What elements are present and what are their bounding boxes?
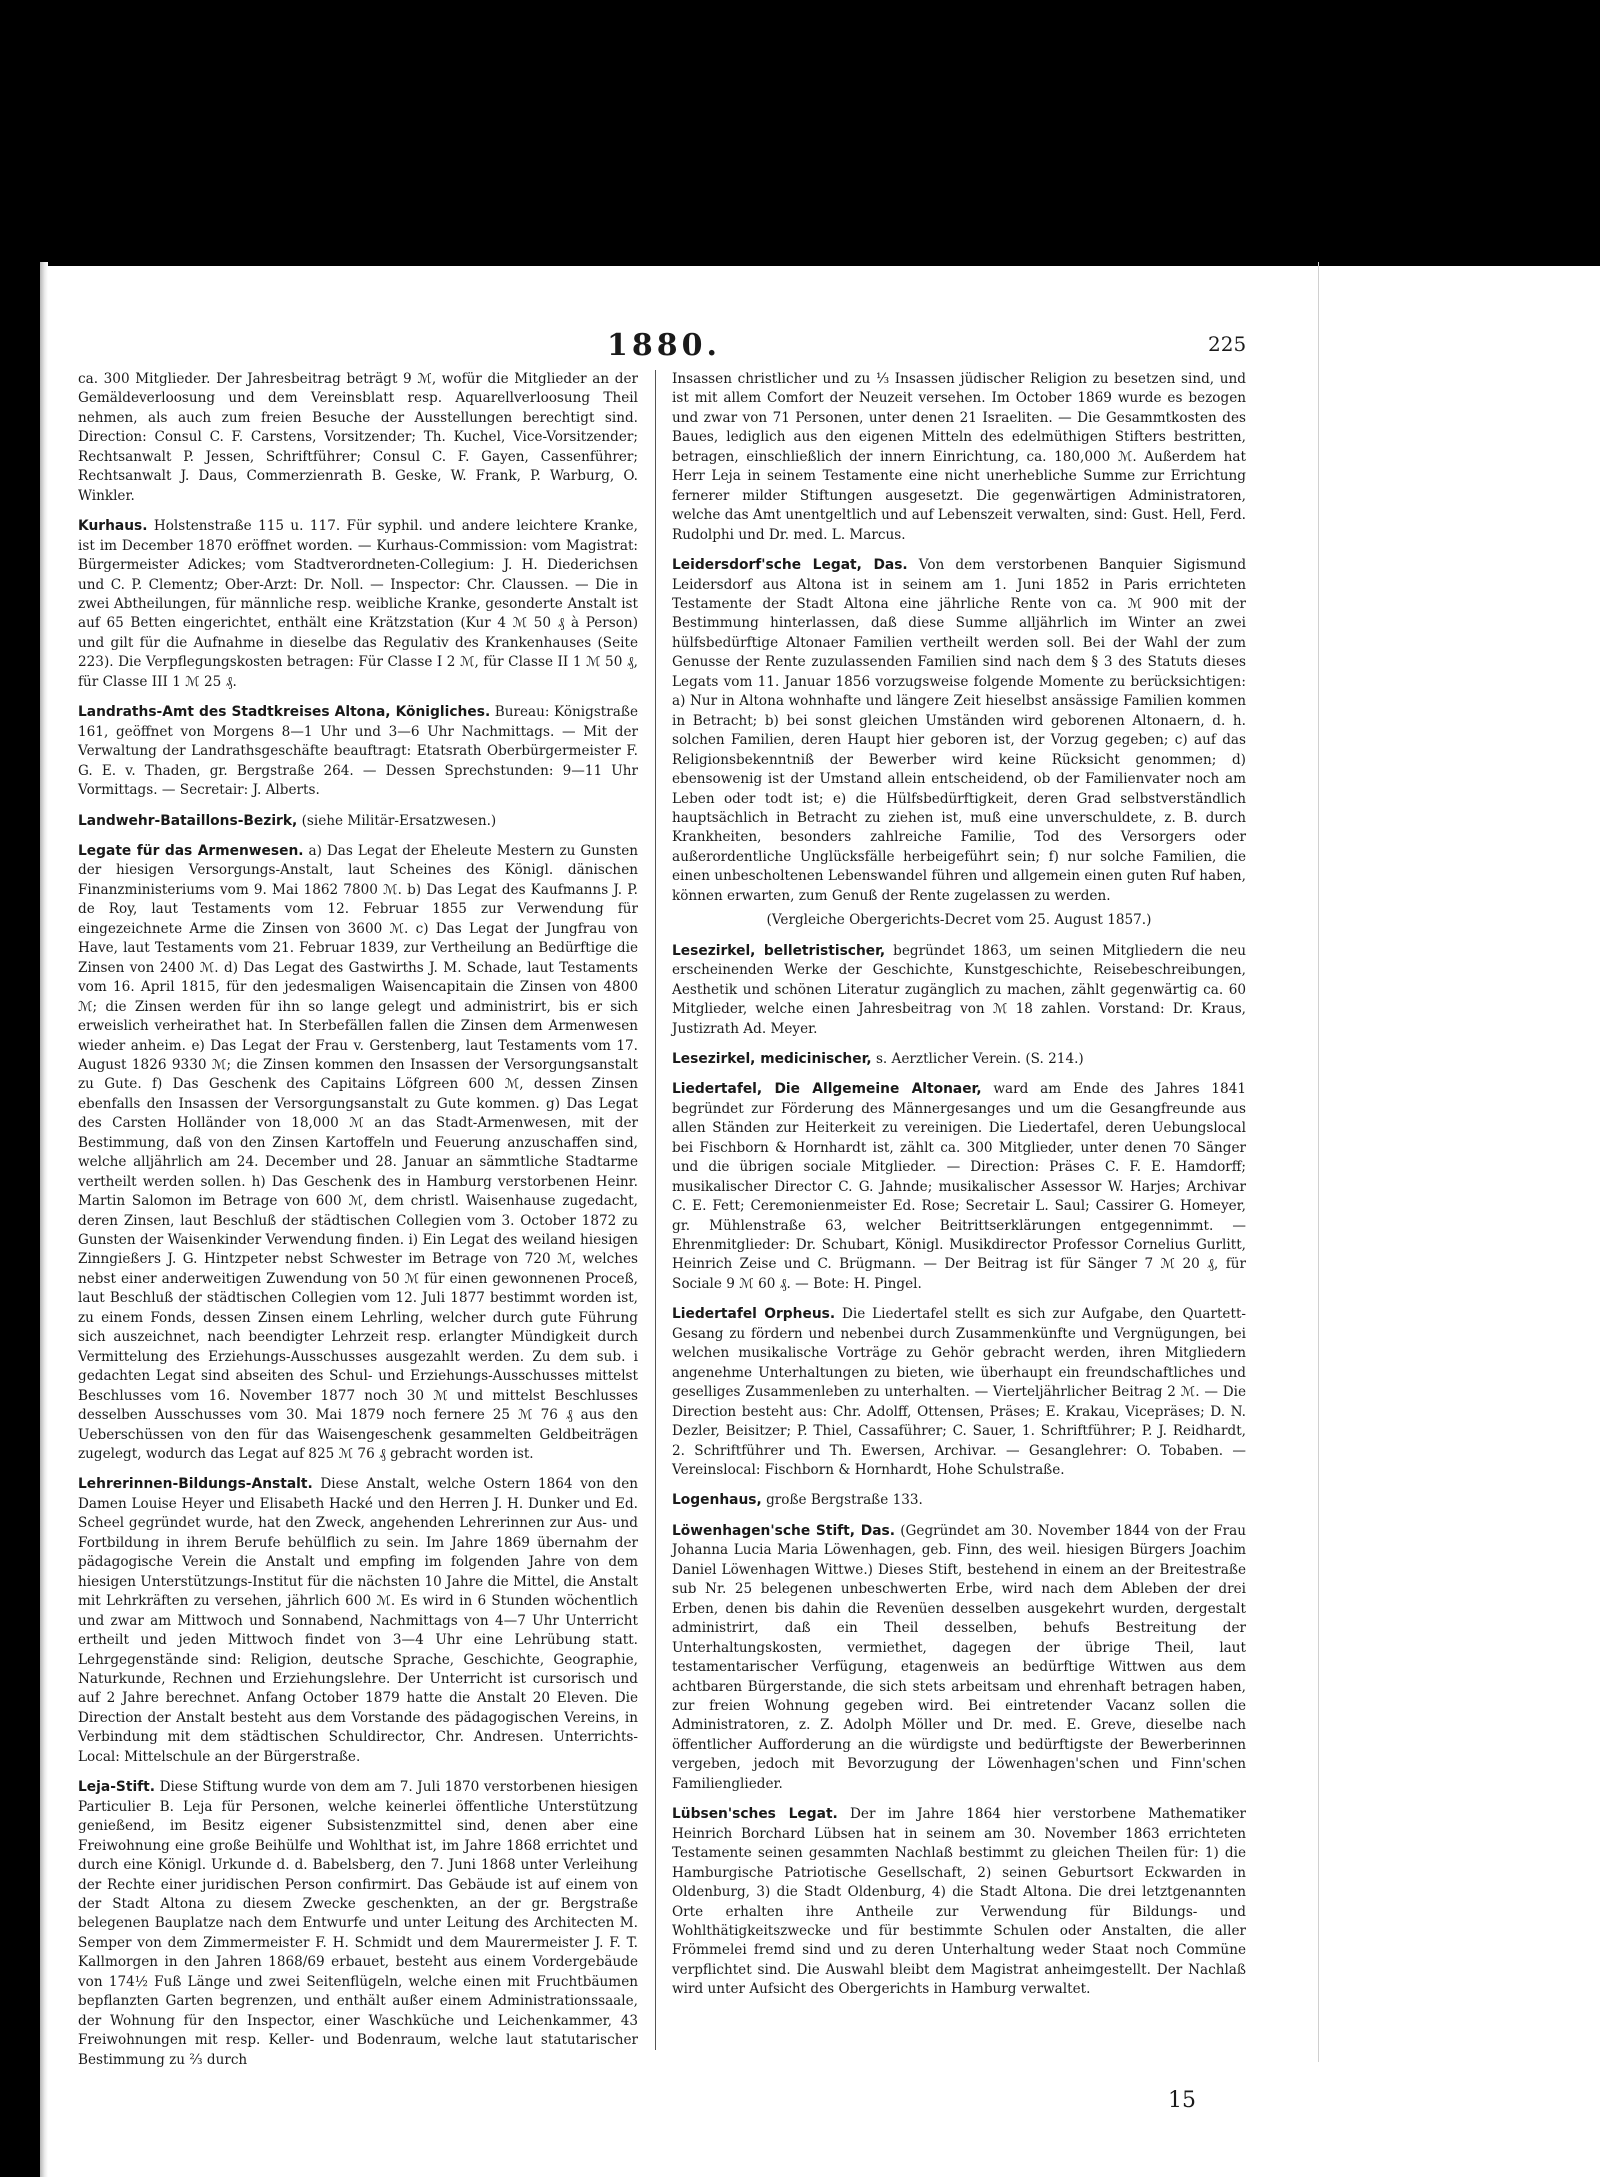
entry-legate-armenwesen <box>78 842 638 1465</box>
entry-headword: Liedertafel, Die Allgemeine Altonaer, <box>672 1081 982 1098</box>
entry-headword: Landwehr-Bataillons-Bezirk, <box>78 812 298 829</box>
entry-leidersdorf-legat <box>672 556 1246 906</box>
entry-headword: Liedertafel Orpheus. <box>672 1306 836 1323</box>
entry-text: Holstenstraße 115 u. 117. Für syphil. und andere leichtere Kranke, ist im December 1870 eröffnet worden. — Kurhaus-Commission: vom Magistrat: Bürgermeister Adickes; vom Stadtverordneten-Collegium: J. H. Diederichsen und C. P. Clementz; Ober-Arzt: Dr. Noll. — Inspector: Chr. Claussen. — Die in zwei Abtheilungen, für männliche resp. weibliche Kranke, gesonderte Anstalt ist auf 65 Betten eingerichtet, enthält eine Krätzstation (Kur 4 ℳ 50 ₰ à Person) und gilt für die Aufnahme in dieselbe das Regulativ des Krankenhauses (Seite 223). Die Verpflegungskosten betragen: Für Classe I 2 ℳ, für Classe II 1 ℳ 50 ₰, für Classe III 1 ℳ 25 ₰. <box>78 518 638 690</box>
entry-loewenhagen-stift <box>672 1522 1246 1794</box>
entry-text: Von dem verstorbenen Banquier Sigismund Leidersdorf aus Altona ist in seinem am 1. Juni 1852 in Paris errichteten Testamente der Stadt Altona eine jährliche Rente von ca. ℳ 900 mit der Bestimmung hinterlassen, daß diese Summe alljährlich im Winter an zwei hülfsbedürftige Altonaer Familien vertheilt werden soll. Bei der Wahl der zum Genusse der Rente zuzulassenden Familien sind nach dem § 3 des Statuts dieses Legats vom 11. Januar 1856 vorzugsweise folgende Momente zu berücksichtigen: a) Nur in Altona wohnhafte und längere Zeit hieselbst ansässige Familien kommen in Betracht; b) bei sonst gleichen Umständen wird geborenen Altonaern, d. h. solchen Familien, deren Haupt hier geboren ist, der Vorzug gegeben; c) auf das Religionsbekenntniß der Bewerber wird keine Rücksicht genommen; d) ebensowenig ist der Umstand allein entscheidend, ob der Familienvater noch am Leben oder todt ist; e) die Hülfsbedürftigkeit, deren Grad selbstverständlich hauptsächlich in Betracht zu ziehen ist, muß eine unverschuldete, z. B. durch Krankheiten, besonders zahlreiche Familie, Tod des Versorgers oder außerordentliche Unglücksfälle herbeigeführt sein; f) nur solche Familien, die einen unbescholtenen Lebenswandel führen und allgemein einen guten Ruf haben, können erwarten, zum Genuß der Rente zugelassen zu werden. <box>672 557 1247 904</box>
entry-headword: Legate für das Armenwesen. <box>78 842 304 859</box>
page-spine-shadow <box>40 262 48 2177</box>
entry-text: (Gegründet am 30. November 1844 von der Frau Johanna Lucia Maria Löwenhagen, geb. Finn, des weil. hiesigen Bürgers Joachim Daniel Löwenhagen Wittwe.) Dieses Stift, bestehend in einem an der Breitestraße sub Nr. 25 belegenen unbeschwerten Erbe, wird nach dem Ableben der drei Erben, denen bis dahin die Revenüen desselben ausgekehrt wurden, dergestalt administrirt, daß ein Theil desselben, behufs Bestreitung der Unterhaltungskosten, vermiethet, dagegen der übrige Theil, laut testamentarischer Verfügung, etagenweis an bedürftige Wittwen aus dem achtbaren Bürgerstande, die sich stets arbeitsam und ehrenhaft betragen haben, zur freien Wohnung gegeben wird. Bei eintretender Vacanz sollen die Administratoren, z. Z. Adolph Möller und Dr. med. E. Greve, dieselbe nach öffentlicher Aufforderung an die würdigste und bedürftigste der Bewerberinnen vergeben, jedoch mit Bevorzugung der Löwenhagen'schen und Finn'schen Familienglieder. <box>672 1522 1246 1792</box>
column-divider <box>655 370 656 2050</box>
entry-lesezirkel-medicinischer <box>672 1050 1246 1069</box>
entry-text: Diese Anstalt, welche Ostern 1864 von den Damen Louise Heyer und Elisabeth Hacké und den Herren J. H. Dunker und Ed. Scheel gegründet wurde, hat den Zweck, angehenden Lehrerinnen zur Aus- und Fortbildung in ihrem Berufe behülflich zu sein. Im Jahre 1869 übernahm der pädagogische Verein die Anstalt und empfing im folgenden Jahre von dem hiesigen Unterstützungs-Institut für die nächsten 10 Jahre die Mittel, die Anstalt mit Lehrkräften zu versehen, jährlich 600 ℳ. Es wird in 6 Stunden wöchentlich und zwar am Mittwoch und Sonnabend, Nachmittags von 4—7 Uhr Unterricht ertheilt und jeden Mittwoch findet von 3—4 Uhr eine Lehrübung statt. Lehrgegenstände sind: Religion, deutsche Sprache, Geschichte, Geographie, Naturkunde, Rechnen und Erziehungslehre. Der Unterricht ist cursorisch und auf 2 Jahre berechnet. Anfang October 1879 hatte die Anstalt 20 Eleven. Die Direction der Anstalt besteht aus dem Vorstande des pädagogischen Vereins, in Verbindung mit dem städtischen Schuldirector, Chr. Andresen. Unterrichts-Local: Mittelschule an der Bürgerstraße. <box>78 1476 638 1765</box>
entry-headword: Kurhaus. <box>78 518 148 535</box>
entry-text: begründet 1863, um seinen Mitgliedern die neu erscheinenden Werke der Geschichte, Kunstgeschichte, Reisebeschreibungen, Aesthetik und schönen Literatur zugänglich zu machen, zählt gegenwärtig ca. 60 Mitglieder, welche einen Jahresbeitrag von ℳ 18 zahlen. Vorstand: Dr. Kraus, Justizrath Ad. Meyer. <box>672 942 1246 1037</box>
entry-reference-note: (Vergleiche Obergerichts-Decret vom 25. August 1857.) <box>766 912 1152 929</box>
entry-lesezirkel-belletristischer <box>672 942 1246 1039</box>
entry-text: Der im Jahre 1864 hier verstorbene Mathematiker Heinrich Borchard Lübsen hat in seinem am 30. November 1863 errichteten Testamente seinen gesammten Nachlaß bestimmt zu gleichen Theilen für: 1) die Hamburgische Patriotische Gesellschaft, 2) seinen Geburtsort Eckwarden in Oldenburg, 3) die Stadt Oldenburg, 4) die Stadt Altona. Die drei letztgenannten Orte erhalten ihre Antheile zur Verwendung für Bildungs- und Wohlthätigkeitszwecke und für bestimmte Schulen oder Anstalten, die aller Frömmelei fremd sind und zu deren Unterhaltung weder Staat noch Commüne verpflichtet sind. Die Auswahl bleibt dem Magistrat anheimgestellt. Der Nachlaß wird unter Aufsicht des Obergerichts in Hamburg verwaltet. <box>672 1806 1246 1998</box>
entry-text: Insassen christlicher und zu ⅓ Insassen jüdischer Religion zu besetzen sind, und ist mit allem Comfort der Neuzeit versehen. Im October 1869 wurde es bezogen und zwar von 71 Personen, unter denen 21 Israeliten. — Die Gesammtkosten des Baues, lediglich aus den eigenen Mitteln des edelmüthigen Stifters bestritten, betragen, einschließlich der innern Einrichtung, ca. 180,000 ℳ. Außerdem hat Herr Leja in seinem Testamente eine nicht unerhebliche Summe zur Errichtung fernerer milder Stiftungen ausgesetzt. Die gegenwärtigen Administratoren, welche das Amt unentgeltlich und auf Lebenszeit verwalten, sind: Gust. Hell, Ferd. Rudolphi und Dr. med. L. Marcus. <box>672 371 1246 543</box>
left-column <box>78 370 639 2068</box>
running-head-year: 1880. <box>607 328 721 363</box>
right-column <box>672 370 1246 2040</box>
entry-text: ca. 300 Mitglieder. Der Jahresbeitrag beträgt 9 ℳ, wofür die Mitglieder an der Gemäldeverloosung und dem Vereinsblatt resp. Aquarellverloosung Theil nehmen, als auch zum freien Besuche der Ausstellungen berechtigt sind. Direction: Consul C. F. Carstens, Vorsitzender; Th. Kuchel, Vice-Vorsitzender; Rechtsanwalt P. Jessen, Schriftführer; Consul C. F. Gayen, Cassenführer; Rechtsanwalt J. Daus, Commerzienrath B. Geske, W. Frank, P. Warburg, O. Winkler. <box>78 371 638 504</box>
entry-headword: Lehrerinnen-Bildungs-Anstalt. <box>78 1476 313 1493</box>
entry-headword: Landraths-Amt des Stadtkreises Altona, Königliches. <box>78 704 491 721</box>
scan-border-top <box>0 0 1600 266</box>
entry-liedertafel-orpheus <box>672 1305 1246 1480</box>
entry-headword: Lesezirkel, belletristischer, <box>672 942 886 959</box>
entry-kurhaus <box>78 517 638 692</box>
scan-border-left <box>0 0 40 2177</box>
entry-text: s. Aerztlicher Verein. (S. 214.) <box>875 1050 1084 1067</box>
entry-headword: Leja-Stift. <box>78 1779 156 1796</box>
entry-text: Diese Stiftung wurde von dem am 7. Juli 1870 verstorbenen hiesigen Particulier B. Leja für Personen, welche keinerlei öffentliche Unterstützung genießend, im Besitz eigener Subsistenzmittel sind, denen aber eine Freiwohnung eine große Beihülfe und Wohlthat ist, im Jahre 1868 errichtet und durch eine Königl. Urkunde d. d. Babelsberg, den 7. Juni 1868 unter Verleihung der Rechte einer juridischen Person confirmirt. Das Gebäude ist auf einem von der Stadt Altona zu diesem Zwecke geschenkten, an der gr. Bergstraße belegenen Bauplatze nach dem Entwurfe und unter Leitung des Architecten M. Semper von dem Zimmermeister F. H. Schmidt und dem Maurermeister J. F. T. Kallmorgen in den Jahren 1868/69 erbauet, besteht aus einem Vordergebäude von 174½ Fuß Länge und zwei Seitenflügeln, welche einen mit Fruchtbäumen bepflanzten Garten begrenzen, und enthält außer einem Administrationssaale, der Wohnung für den Inspector, einer Waschküche und Leichenkammer, 43 Freiwohnungen mit resp. Keller- und Bodenraum, welche laut statutarischer Bestimmung zu ⅔ durch <box>78 1779 638 2068</box>
entry-headword: Leidersdorf'sche Legat, Das. <box>672 557 908 574</box>
entry-landwehr-bataillons-bezirk <box>78 812 638 831</box>
entry-headword: Lesezirkel, medicinischer, <box>672 1050 872 1067</box>
entry-text: ward am Ende des Jahres 1841 begründet zur Förderung des Männergesanges und um die Gesangfreunde aus allen Ständen zur Heiterkeit zu vereinigen. Die Liedertafel, deren Uebungslocal bei Fischborn & Hornhardt ist, zählt ca. 300 Mitglieder, unter denen 70 Sänger und die übrigen sociale Mitglieder. — Direction: Präses C. F. E. Hamdorff; musikalischer Director C. G. Jahnde; musikalischer Assessor W. Harjes; Archivar C. E. Fett; Ceremonienmeister Ed. Rose; Secretair L. Saul; Cassirer G. Homeyer, gr. Mühlenstraße 63, welcher Beitrittserklärungen entgegennimmt. — Ehrenmitglieder: Dr. Schubart, Königl. Musikdirector Professor Cornelius Gurlitt, Heinrich Zeise und C. Brügmann. — Der Beitrag ist für Sänger 7 ℳ 20 ₰, für Sociale 9 ℳ 60 ₰. — Bote: H. Pingel. <box>672 1081 1246 1292</box>
entry-text: (siehe Militär-Ersatzwesen.) <box>301 812 497 829</box>
entry-luebsen-legat <box>672 1805 1246 2000</box>
entry-headword: Lübsen'sches Legat. <box>672 1806 838 1823</box>
sheet-signature-number: 15 <box>1168 2088 1196 2113</box>
entry-leja-stift <box>78 1778 638 2070</box>
page-edge-line <box>1318 262 1319 2062</box>
entry-headword: Logenhaus, <box>672 1492 762 1509</box>
entry-continuation <box>78 370 638 506</box>
entry-headword: Löwenhagen'sche Stift, Das. <box>672 1522 895 1539</box>
entry-text: Bureau: Königstraße 161, geöffnet von Morgens 8—1 Uhr und 3—6 Uhr Nachmittags. — Mit der Verwaltung der Landrathsgeschäfte beauftragt: Etatsrath Oberbürgermeister F. G. E. v. Thaden, gr. Bergstraße 264. — Dessen Sprechstunden: 9—11 Uhr Vormittags. — Secretair: J. Alberts. <box>78 704 639 799</box>
entry-continuation <box>672 370 1246 545</box>
entry-text: a) Das Legat der Eheleute Mestern zu Gunsten der hiesigen Versorgungs-Anstalt, laut Scheines des Königl. dänischen Finanzministeriums vom 9. Mai 1862 7800 ℳ. b) Das Legat des Kaufmanns J. P. de Roy, laut Testaments vom 12. Februar 1855 zur Verwendung für eingezeichnete Arme die Zinsen von 3600 ℳ. c) Das Legat der Jungfrau von Have, laut Testaments vom 21. Februar 1839, zur Vertheilung an Bedürftige die Zinsen von 2400 ℳ. d) Das Legat des Gastwirths J. M. Schade, laut Testaments vom 16. April 1815, für den jedesmaligen Waisencapitain die Zinsen von 4800 ℳ; die Zinsen werden für ihn so lange gelegt und administrirt, bis er sich erweislich verheirathet hat. In Sterbefällen fallen die Zinsen dem Armenwesen wieder anheim. e) Das Legat der Frau v. Gerstenberg, laut Testaments vom 17. August 1826 9330 ℳ; die Zinsen kommen den Insassen der Versorgungsanstalt zu Gute. f) Das Geschenk des Capitains Löfgreen 600 ℳ, dessen Zinsen ebenfalls den Insassen der Versorgungsanstalt zu Gute kommen. g) Das Legat des Carsten Holländer von 18,000 ℳ an das Stadt-Armenwesen, mit der Bestimmung, daß von den Zinsen Kartoffeln und Feuerung anzuschaffen sind, welche alljährlich am 24. December und 28. Januar an sämmtliche Stadtarme vertheilt werden sollen. h) Das Geschenk des in Hamburg verstorbenen Heinr. Martin Salomon im Betrage von 600 ℳ, dem christl. Waisenhause zugedacht, deren Zinsen, laut Beschluß der städtischen Collegien vom 3. October 1872 zu Gunsten der Waisenkinder Verwendung finden. i) Ein Legat des weiland hiesigen Zinngießers J. G. Hintzpeter nebst Schwester im Betrage von 720 ℳ, welches nebst einer anderweitigen Zuwendung von 50 ℳ für einen gewonnenen Proceß, laut Beschluß der städtischen Collegien vom 12. Juli 1877 bestimmt worden ist, zu einem Fonds, dessen Zinsen einem Lehrling, welcher durch gute Führung sich auszeichnet, nach beendigter Lehrzeit resp. erlangter Mündigkeit durch Vermittelung des Erziehungs-Ausschusses ausgezahlt werden. Zu dem sub. i gedachten Legat sind abseiten des Schul- und Erziehungs-Ausschusses mittelst Beschlusses vom 16. November 1877 noch 30 ℳ und mittelst Beschlusses desselben Ausschusses vom 30. Mai 1879 noch fernere 25 ℳ 76 ₰ aus den Ueberschüssen von den für das Waisengeschenk gesammelten Geldbeiträgen zugelegt, wodurch das Legat auf 825 ℳ 76 ₰ gebracht worden ist. <box>78 842 639 1463</box>
entry-lehrerinnen-bildungs-anstalt <box>78 1475 638 1767</box>
entry-text: Die Liedertafel stellt es sich zur Aufgabe, den Quartett-Gesang zu fördern und nebenbei durch Zusammenkünfte und Vergnügungen, bei welchen musikalische Vorträge zu Gehör gebracht werden, ihren Mitgliedern angenehme Unterhaltungen zu bieten, wie überhaupt ein freundschaftliches und geselliges Zusammenleben zu unterhalten. — Vierteljährlicher Beitrag 2 ℳ. — Die Direction besteht aus: Chr. Adolff, Ottensen, Präses; E. Krakau, Vicepräses; D. N. Dezler, Beisitzer; P. Thiel, Cassaführer; C. Sauer, 1. Schriftführer; P. J. Reidhardt, 2. Schriftführer und Th. Ewersen, Archivar. — Gesanglehrer: O. Tobaben. — Vereinslocal: Fischborn & Hornhardt, Hohe Schulstraße. <box>672 1306 1246 1479</box>
entry-text: große Bergstraße 133. <box>766 1492 923 1509</box>
page-number: 225 <box>1208 332 1247 356</box>
entry-liedertafel-altonaer <box>672 1080 1246 1294</box>
entry-landraths-amt <box>78 703 638 800</box>
entry-logenhaus <box>672 1491 1246 1510</box>
